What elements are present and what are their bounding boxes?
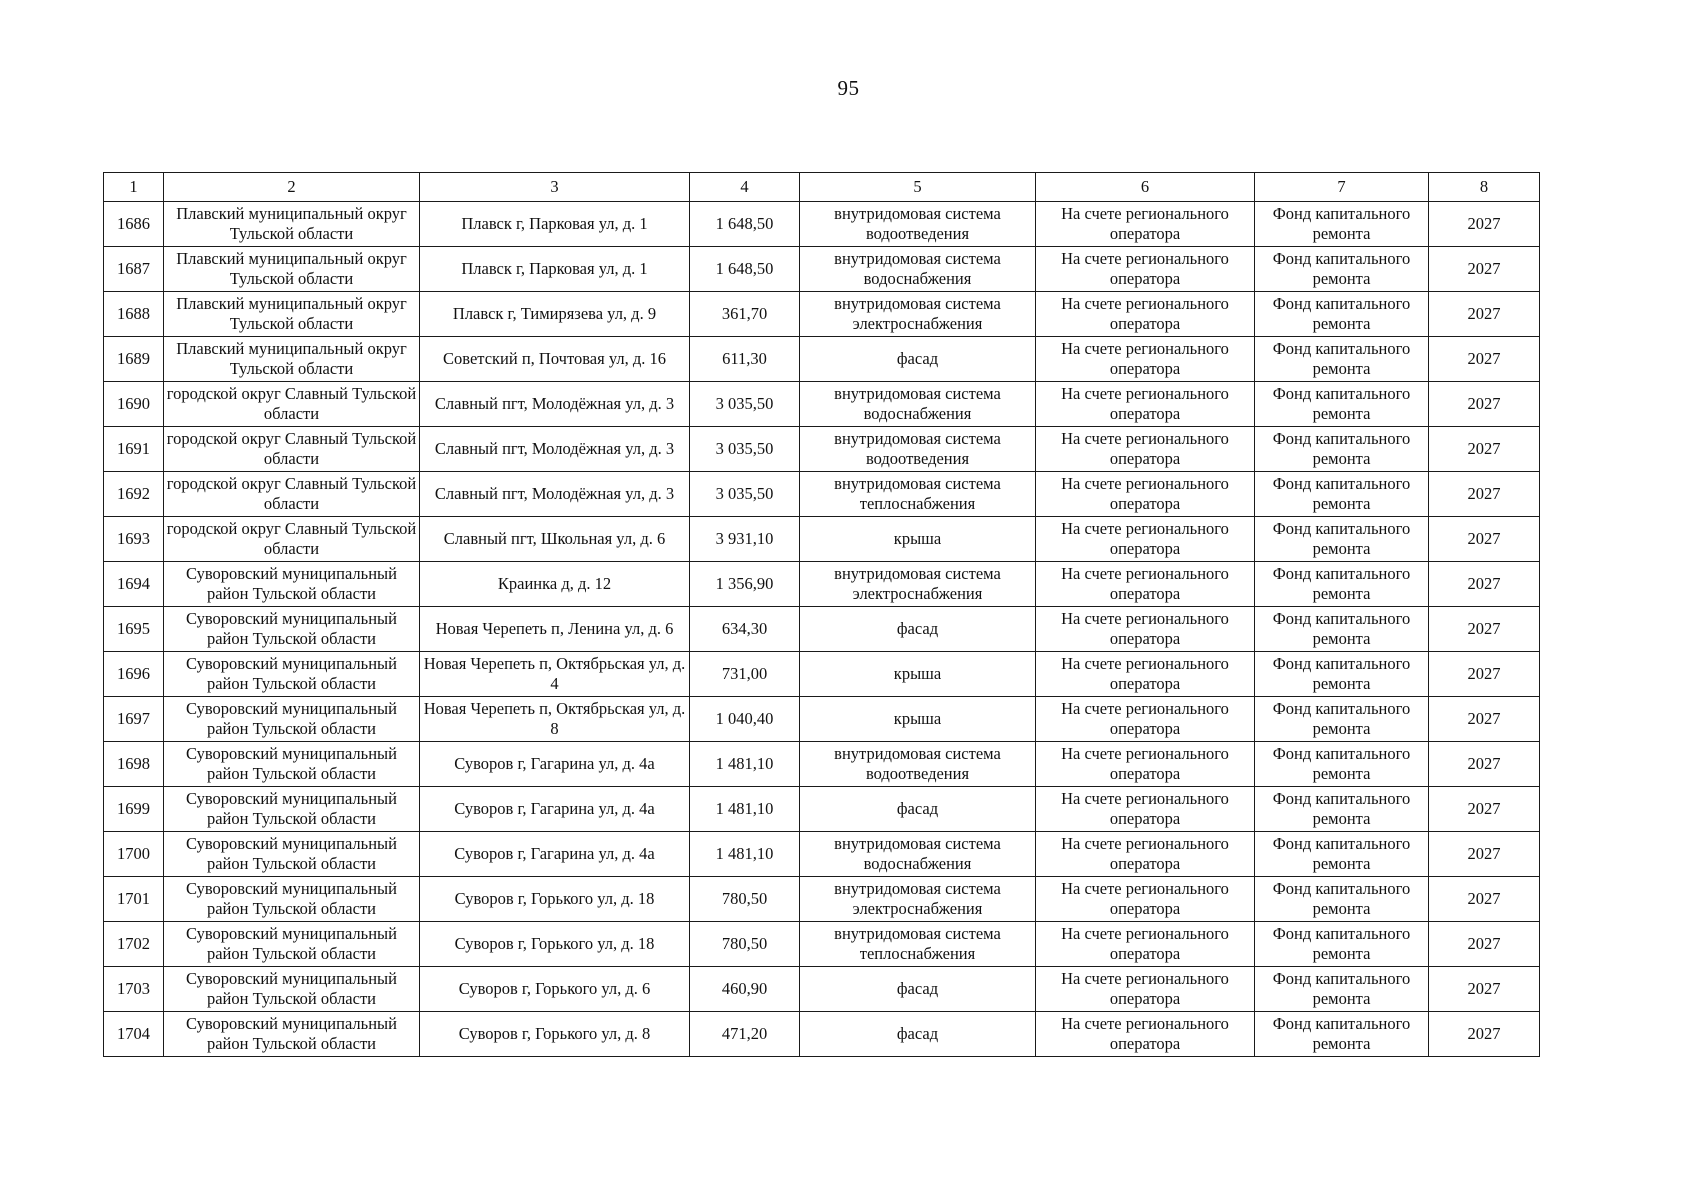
funding-account-cell: На счете регионального оператора <box>1036 652 1255 697</box>
year-cell: 2027 <box>1429 742 1540 787</box>
funding-source-cell: Фонд капитального ремонта <box>1255 832 1429 877</box>
row-number-cell: 1697 <box>104 697 164 742</box>
funding-source-cell: Фонд капитального ремонта <box>1255 787 1429 832</box>
funding-source-cell: Фонд капитального ремонта <box>1255 202 1429 247</box>
municipality-cell: Суворовский муниципальный район Тульской области <box>164 832 420 877</box>
municipality-cell: Плавский муниципальный округ Тульской области <box>164 247 420 292</box>
funding-source-cell: Фонд капитального ремонта <box>1255 337 1429 382</box>
municipality-cell: Суворовский муниципальный район Тульской области <box>164 697 420 742</box>
funding-source-cell: Фонд капитального ремонта <box>1255 697 1429 742</box>
area-cell: 3 931,10 <box>690 517 800 562</box>
row-number-cell: 1688 <box>104 292 164 337</box>
column-header: 4 <box>690 173 800 202</box>
work-type-cell: фасад <box>800 967 1036 1012</box>
year-cell: 2027 <box>1429 922 1540 967</box>
area-cell: 1 648,50 <box>690 247 800 292</box>
row-number-cell: 1691 <box>104 427 164 472</box>
area-cell: 1 648,50 <box>690 202 800 247</box>
municipality-cell: городской округ Славный Тульской области <box>164 427 420 472</box>
work-type-cell: фасад <box>800 607 1036 652</box>
row-number-cell: 1686 <box>104 202 164 247</box>
address-cell: Суворов г, Горького ул, д. 18 <box>420 922 690 967</box>
funding-source-cell: Фонд капитального ремонта <box>1255 292 1429 337</box>
table-row <box>104 652 1540 697</box>
register-table <box>103 172 1540 1057</box>
address-cell: Славный пгт, Молодёжная ул, д. 3 <box>420 472 690 517</box>
funding-source-cell: Фонд капитального ремонта <box>1255 562 1429 607</box>
address-cell: Славный пгт, Молодёжная ул, д. 3 <box>420 382 690 427</box>
work-type-cell: крыша <box>800 517 1036 562</box>
funding-account-cell: На счете регионального оператора <box>1036 877 1255 922</box>
row-number-cell: 1700 <box>104 832 164 877</box>
table-row <box>104 472 1540 517</box>
year-cell: 2027 <box>1429 607 1540 652</box>
table-body <box>104 202 1540 1057</box>
funding-account-cell: На счете регионального оператора <box>1036 787 1255 832</box>
work-type-cell: крыша <box>800 697 1036 742</box>
table-row <box>104 292 1540 337</box>
address-cell: Славный пгт, Молодёжная ул, д. 3 <box>420 427 690 472</box>
column-header: 8 <box>1429 173 1540 202</box>
address-cell: Новая Черепеть п, Октябрьская ул, д. 4 <box>420 652 690 697</box>
municipality-cell: городской округ Славный Тульской области <box>164 382 420 427</box>
area-cell: 3 035,50 <box>690 382 800 427</box>
funding-source-cell: Фонд капитального ремонта <box>1255 472 1429 517</box>
year-cell: 2027 <box>1429 292 1540 337</box>
funding-account-cell: На счете регионального оператора <box>1036 742 1255 787</box>
municipality-cell: Плавский муниципальный округ Тульской области <box>164 292 420 337</box>
funding-source-cell: Фонд капитального ремонта <box>1255 247 1429 292</box>
row-number-cell: 1702 <box>104 922 164 967</box>
row-number-cell: 1689 <box>104 337 164 382</box>
funding-account-cell: На счете регионального оператора <box>1036 607 1255 652</box>
year-cell: 2027 <box>1429 652 1540 697</box>
work-type-cell: внутридомовая система теплоснабжения <box>800 472 1036 517</box>
area-cell: 460,90 <box>690 967 800 1012</box>
column-header: 5 <box>800 173 1036 202</box>
work-type-cell: фасад <box>800 787 1036 832</box>
address-cell: Советский п, Почтовая ул, д. 16 <box>420 337 690 382</box>
table-header <box>104 173 1540 202</box>
municipality-cell: городской округ Славный Тульской области <box>164 472 420 517</box>
year-cell: 2027 <box>1429 787 1540 832</box>
area-cell: 780,50 <box>690 877 800 922</box>
municipality-cell: Плавский муниципальный округ Тульской области <box>164 202 420 247</box>
funding-source-cell: Фонд капитального ремонта <box>1255 427 1429 472</box>
table-row <box>104 247 1540 292</box>
year-cell: 2027 <box>1429 1012 1540 1057</box>
work-type-cell: внутридомовая система водоотведения <box>800 202 1036 247</box>
funding-account-cell: На счете регионального оператора <box>1036 517 1255 562</box>
table-row <box>104 607 1540 652</box>
funding-account-cell: На счете регионального оператора <box>1036 472 1255 517</box>
area-cell: 1 356,90 <box>690 562 800 607</box>
funding-account-cell: На счете регионального оператора <box>1036 697 1255 742</box>
column-header: 1 <box>104 173 164 202</box>
funding-account-cell: На счете регионального оператора <box>1036 427 1255 472</box>
municipality-cell: Суворовский муниципальный район Тульской области <box>164 562 420 607</box>
funding-source-cell: Фонд капитального ремонта <box>1255 517 1429 562</box>
municipality-cell: Плавский муниципальный округ Тульской области <box>164 337 420 382</box>
column-header: 6 <box>1036 173 1255 202</box>
year-cell: 2027 <box>1429 697 1540 742</box>
work-type-cell: внутридомовая система водоотведения <box>800 427 1036 472</box>
table-row <box>104 832 1540 877</box>
funding-source-cell: Фонд капитального ремонта <box>1255 607 1429 652</box>
funding-account-cell: На счете регионального оператора <box>1036 562 1255 607</box>
area-cell: 1 481,10 <box>690 832 800 877</box>
area-cell: 361,70 <box>690 292 800 337</box>
funding-source-cell: Фонд капитального ремонта <box>1255 922 1429 967</box>
funding-account-cell: На счете регионального оператора <box>1036 832 1255 877</box>
address-cell: Краинка д, д. 12 <box>420 562 690 607</box>
row-number-cell: 1698 <box>104 742 164 787</box>
column-header: 3 <box>420 173 690 202</box>
address-cell: Суворов г, Гагарина ул, д. 4а <box>420 742 690 787</box>
funding-account-cell: На счете регионального оператора <box>1036 337 1255 382</box>
municipality-cell: Суворовский муниципальный район Тульской области <box>164 922 420 967</box>
address-cell: Суворов г, Горького ул, д. 8 <box>420 1012 690 1057</box>
table-row <box>104 967 1540 1012</box>
table-row <box>104 742 1540 787</box>
work-type-cell: внутридомовая система водоснабжения <box>800 247 1036 292</box>
row-number-cell: 1703 <box>104 967 164 1012</box>
year-cell: 2027 <box>1429 472 1540 517</box>
row-number-cell: 1701 <box>104 877 164 922</box>
work-type-cell: фасад <box>800 337 1036 382</box>
table-row <box>104 1012 1540 1057</box>
year-cell: 2027 <box>1429 517 1540 562</box>
area-cell: 1 040,40 <box>690 697 800 742</box>
column-header: 7 <box>1255 173 1429 202</box>
row-number-cell: 1693 <box>104 517 164 562</box>
work-type-cell: внутридомовая система электроснабжения <box>800 292 1036 337</box>
municipality-cell: Суворовский муниципальный район Тульской области <box>164 742 420 787</box>
area-cell: 1 481,10 <box>690 787 800 832</box>
municipality-cell: городской округ Славный Тульской области <box>164 517 420 562</box>
area-cell: 634,30 <box>690 607 800 652</box>
address-cell: Плавск г, Парковая ул, д. 1 <box>420 202 690 247</box>
funding-source-cell: Фонд капитального ремонта <box>1255 967 1429 1012</box>
address-cell: Плавск г, Парковая ул, д. 1 <box>420 247 690 292</box>
address-cell: Новая Черепеть п, Октябрьская ул, д. 8 <box>420 697 690 742</box>
row-number-cell: 1695 <box>104 607 164 652</box>
funding-source-cell: Фонд капитального ремонта <box>1255 382 1429 427</box>
work-type-cell: фасад <box>800 1012 1036 1057</box>
row-number-cell: 1696 <box>104 652 164 697</box>
year-cell: 2027 <box>1429 877 1540 922</box>
funding-account-cell: На счете регионального оператора <box>1036 382 1255 427</box>
address-cell: Суворов г, Гагарина ул, д. 4а <box>420 832 690 877</box>
column-header: 2 <box>164 173 420 202</box>
funding-source-cell: Фонд капитального ремонта <box>1255 1012 1429 1057</box>
work-type-cell: внутридомовая система электроснабжения <box>800 562 1036 607</box>
year-cell: 2027 <box>1429 562 1540 607</box>
work-type-cell: внутридомовая система теплоснабжения <box>800 922 1036 967</box>
year-cell: 2027 <box>1429 382 1540 427</box>
year-cell: 2027 <box>1429 427 1540 472</box>
work-type-cell: внутридомовая система водоснабжения <box>800 382 1036 427</box>
municipality-cell: Суворовский муниципальный район Тульской области <box>164 787 420 832</box>
area-cell: 611,30 <box>690 337 800 382</box>
area-cell: 3 035,50 <box>690 472 800 517</box>
funding-account-cell: На счете регионального оператора <box>1036 967 1255 1012</box>
table-row <box>104 697 1540 742</box>
municipality-cell: Суворовский муниципальный район Тульской области <box>164 1012 420 1057</box>
funding-source-cell: Фонд капитального ремонта <box>1255 742 1429 787</box>
row-number-cell: 1687 <box>104 247 164 292</box>
address-cell: Славный пгт, Школьная ул, д. 6 <box>420 517 690 562</box>
row-number-cell: 1692 <box>104 472 164 517</box>
table-row <box>104 202 1540 247</box>
funding-source-cell: Фонд капитального ремонта <box>1255 652 1429 697</box>
page-number: 95 <box>837 76 860 100</box>
year-cell: 2027 <box>1429 337 1540 382</box>
funding-account-cell: На счете регионального оператора <box>1036 292 1255 337</box>
row-number-cell: 1704 <box>104 1012 164 1057</box>
work-type-cell: внутридомовая система водоснабжения <box>800 832 1036 877</box>
work-type-cell: внутридомовая система водоотведения <box>800 742 1036 787</box>
row-number-cell: 1690 <box>104 382 164 427</box>
year-cell: 2027 <box>1429 202 1540 247</box>
address-cell: Суворов г, Горького ул, д. 6 <box>420 967 690 1012</box>
municipality-cell: Суворовский муниципальный район Тульской области <box>164 967 420 1012</box>
funding-account-cell: На счете регионального оператора <box>1036 247 1255 292</box>
funding-account-cell: На счете регионального оператора <box>1036 1012 1255 1057</box>
table-row <box>104 787 1540 832</box>
year-cell: 2027 <box>1429 967 1540 1012</box>
table-row <box>104 922 1540 967</box>
municipality-cell: Суворовский муниципальный район Тульской области <box>164 877 420 922</box>
table-row <box>104 337 1540 382</box>
area-cell: 471,20 <box>690 1012 800 1057</box>
municipality-cell: Суворовский муниципальный район Тульской области <box>164 652 420 697</box>
address-cell: Плавск г, Тимирязева ул, д. 9 <box>420 292 690 337</box>
year-cell: 2027 <box>1429 832 1540 877</box>
area-cell: 1 481,10 <box>690 742 800 787</box>
work-type-cell: крыша <box>800 652 1036 697</box>
funding-account-cell: На счете регионального оператора <box>1036 202 1255 247</box>
area-cell: 731,00 <box>690 652 800 697</box>
table-row <box>104 427 1540 472</box>
table-row <box>104 877 1540 922</box>
header-row <box>104 173 1540 202</box>
table-row <box>104 562 1540 607</box>
row-number-cell: 1699 <box>104 787 164 832</box>
row-number-cell: 1694 <box>104 562 164 607</box>
address-cell: Суворов г, Гагарина ул, д. 4а <box>420 787 690 832</box>
address-cell: Суворов г, Горького ул, д. 18 <box>420 877 690 922</box>
funding-account-cell: На счете регионального оператора <box>1036 922 1255 967</box>
area-cell: 780,50 <box>690 922 800 967</box>
funding-source-cell: Фонд капитального ремонта <box>1255 877 1429 922</box>
municipality-cell: Суворовский муниципальный район Тульской области <box>164 607 420 652</box>
table-row <box>104 382 1540 427</box>
work-type-cell: внутридомовая система электроснабжения <box>800 877 1036 922</box>
address-cell: Новая Черепеть п, Ленина ул, д. 6 <box>420 607 690 652</box>
year-cell: 2027 <box>1429 247 1540 292</box>
table-row <box>104 517 1540 562</box>
area-cell: 3 035,50 <box>690 427 800 472</box>
